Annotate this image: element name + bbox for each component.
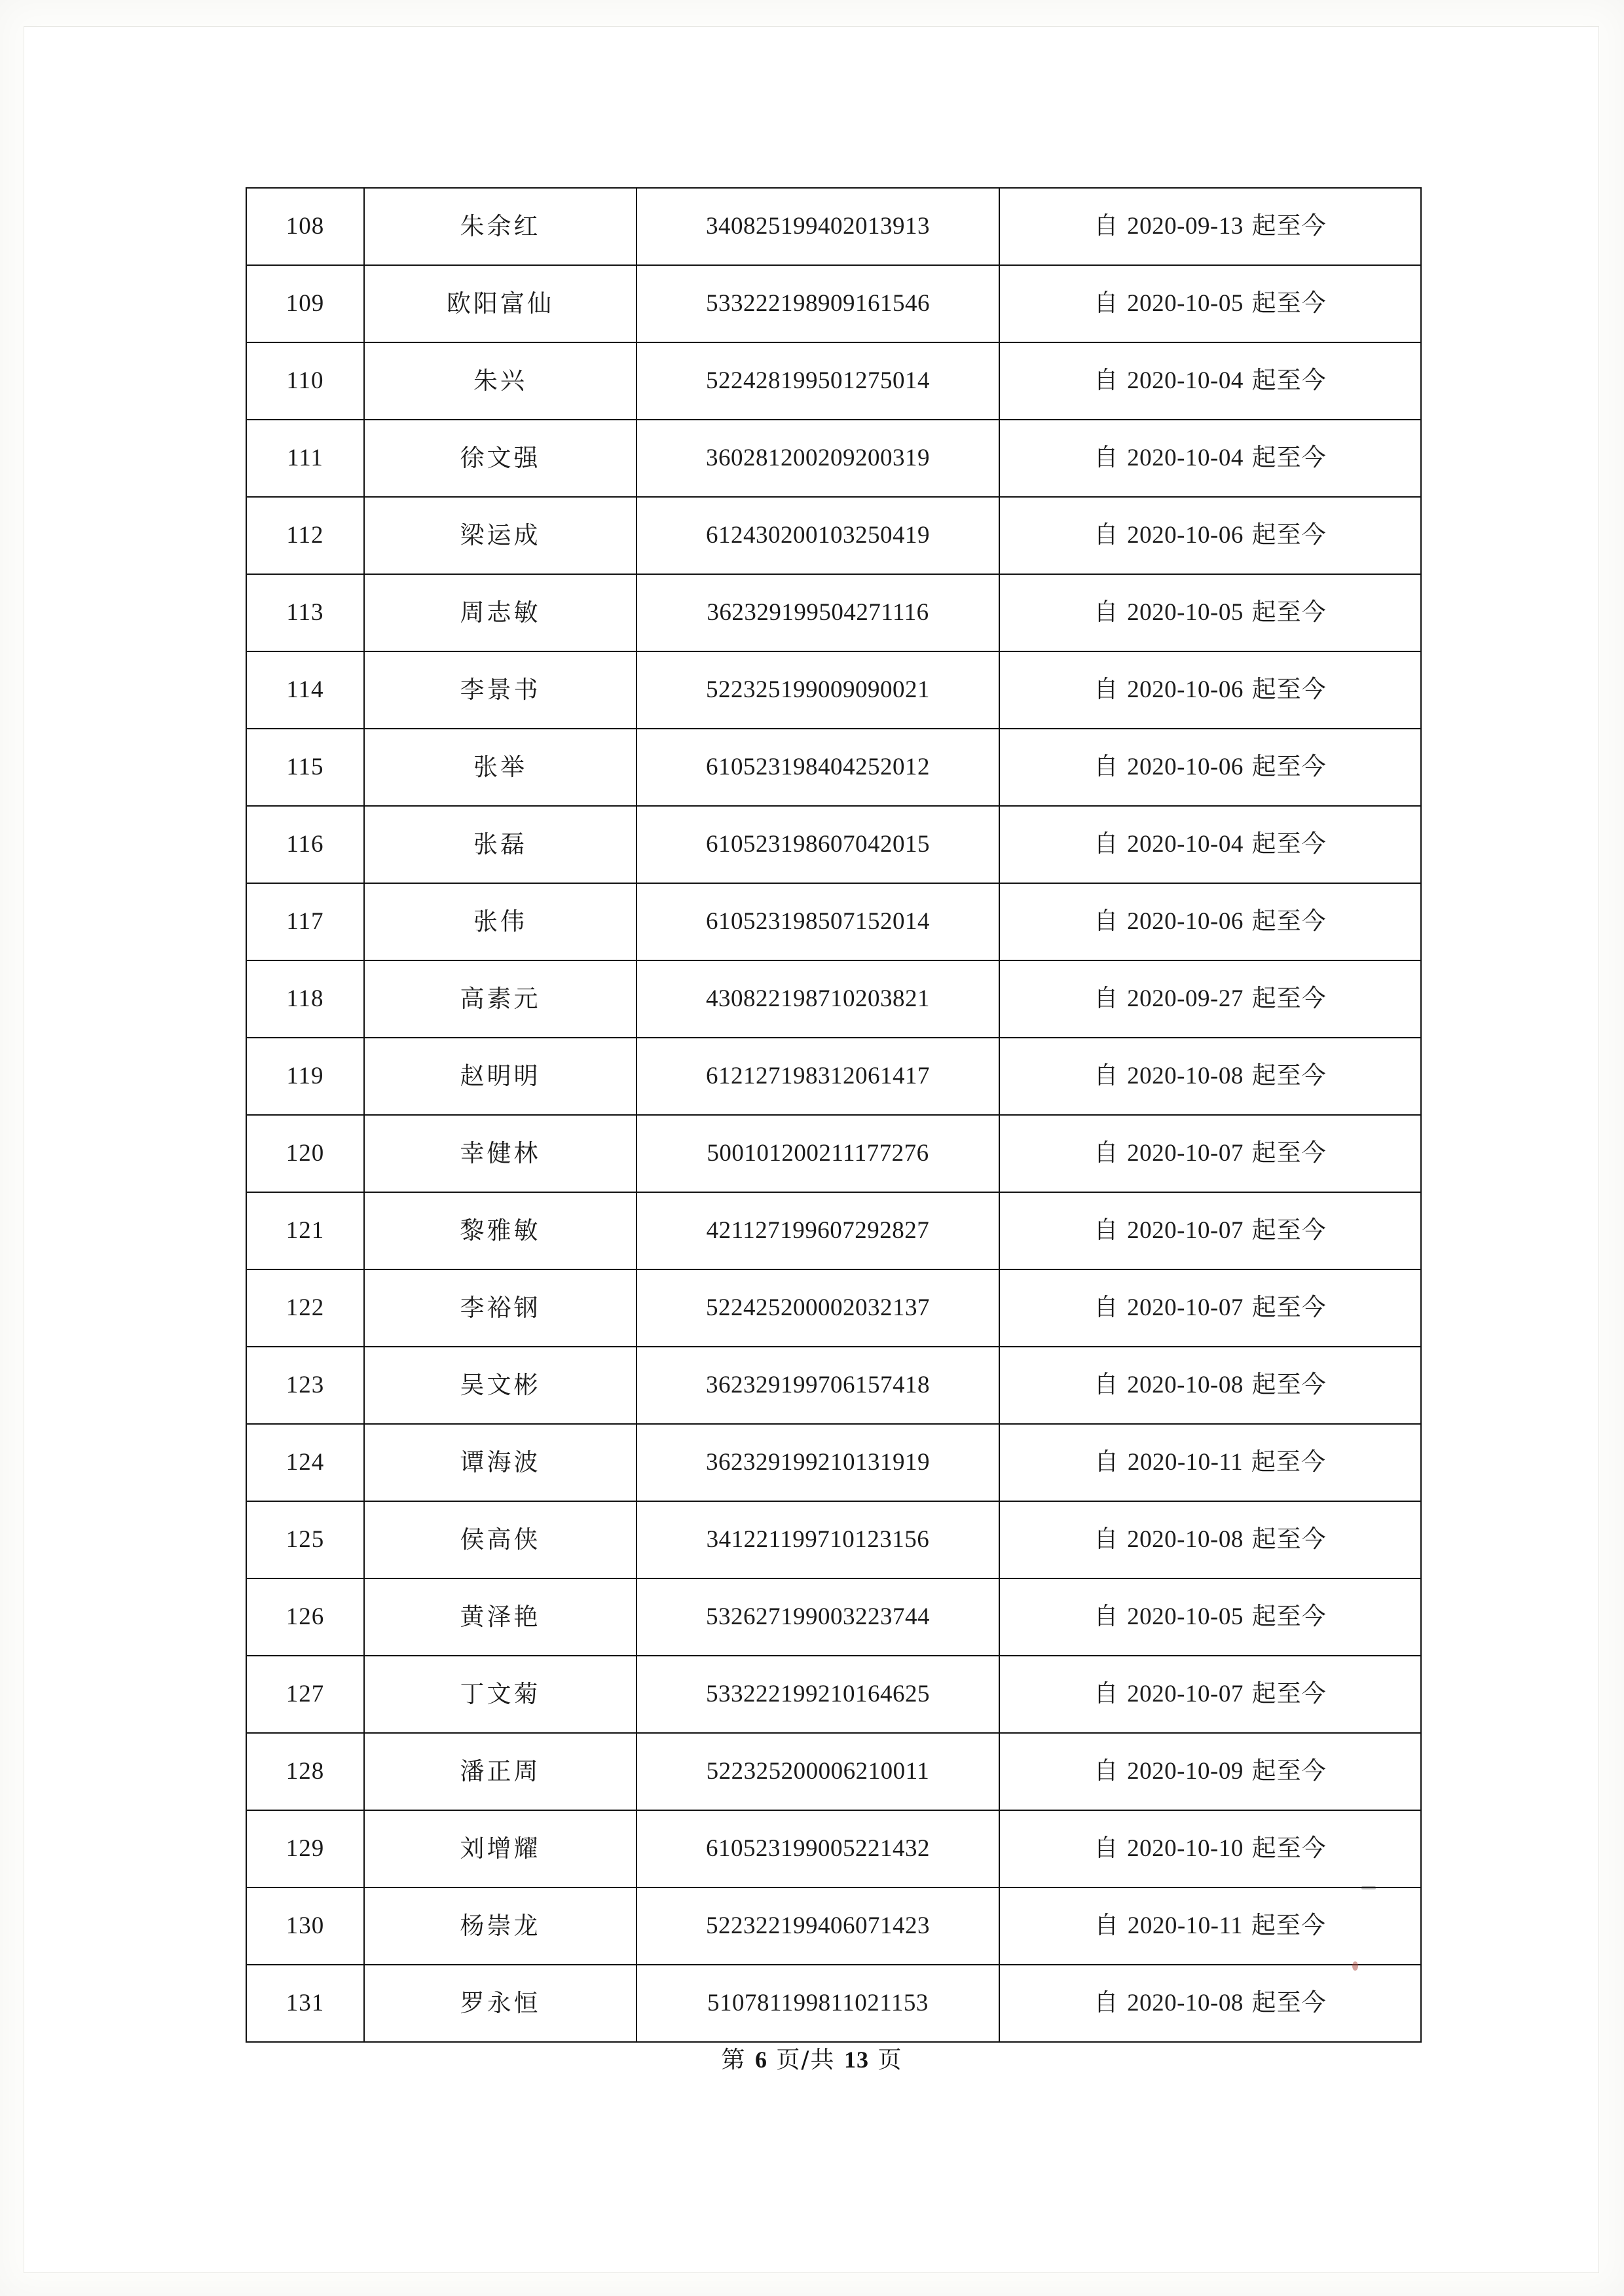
table-row — [246, 1887, 1421, 1965]
period-suffix: 起至今 — [1251, 829, 1327, 858]
cell-period — [999, 342, 1421, 420]
cell-name: 侯高侠 — [364, 1501, 637, 1578]
period-suffix: 起至今 — [1251, 598, 1327, 627]
period-suffix: 起至今 — [1251, 675, 1327, 704]
period-prefix: 自 — [1094, 366, 1119, 395]
period-suffix: 起至今 — [1251, 443, 1327, 472]
cell-index: 129 — [246, 1810, 364, 1887]
period-prefix: 自 — [1094, 1139, 1119, 1167]
cell-name: 欧阳富仙 — [364, 265, 637, 342]
cell-index: 120 — [246, 1115, 364, 1192]
cell-id-number: 500101200211177276 — [637, 1115, 999, 1192]
cell-index: 119 — [246, 1038, 364, 1115]
period-prefix: 自 — [1094, 1448, 1120, 1476]
table-row — [246, 1733, 1421, 1810]
cell-period — [999, 1038, 1421, 1115]
cell-id-number: 533222199210164625 — [637, 1656, 999, 1733]
period-date: 2020-10-07 — [1127, 1294, 1244, 1322]
cell-name: 黄泽艳 — [364, 1578, 637, 1656]
period-date: 2020-09-27 — [1127, 985, 1244, 1013]
table-row — [246, 1810, 1421, 1887]
period-suffix: 起至今 — [1251, 984, 1327, 1013]
cell-name: 高素元 — [364, 960, 637, 1038]
cell-id-number: 360281200209200319 — [637, 420, 999, 497]
period-prefix: 自 — [1094, 1834, 1119, 1863]
cell-id-number: 362329199504271116 — [637, 574, 999, 651]
period-date: 2020-10-06 — [1127, 754, 1244, 781]
period-date: 2020-10-08 — [1127, 1063, 1244, 1090]
cell-id-number: 341221199710123156 — [637, 1501, 999, 1578]
period-suffix: 起至今 — [1251, 1679, 1327, 1708]
cell-id-number: 430822198710203821 — [637, 960, 999, 1038]
period-prefix: 自 — [1094, 1370, 1119, 1399]
cell-period — [999, 883, 1421, 960]
table-row — [246, 960, 1421, 1038]
cell-name: 梁运成 — [364, 497, 637, 574]
period-suffix: 起至今 — [1251, 1216, 1327, 1245]
cell-index: 131 — [246, 1965, 364, 2042]
period-suffix: 起至今 — [1251, 289, 1327, 318]
footer-middle: 页/共 — [776, 2047, 836, 2073]
table-row — [246, 574, 1421, 651]
cell-period — [999, 1810, 1421, 1887]
period-date: 2020-10-09 — [1127, 1758, 1244, 1785]
table-row — [246, 1038, 1421, 1115]
cell-id-number: 522325199009090021 — [637, 651, 999, 729]
period-suffix: 起至今 — [1251, 211, 1327, 240]
footer-suffix: 页 — [877, 2047, 903, 2073]
period-suffix: 起至今 — [1251, 1757, 1327, 1785]
table-row — [246, 883, 1421, 960]
period-suffix: 起至今 — [1251, 907, 1327, 936]
cell-period — [999, 1965, 1421, 2042]
cell-index: 118 — [246, 960, 364, 1038]
period-date: 2020-10-06 — [1127, 676, 1244, 704]
period-suffix: 起至今 — [1251, 1602, 1327, 1631]
period-date: 2020-10-11 — [1127, 1912, 1244, 1940]
cell-index: 115 — [246, 729, 364, 806]
cell-id-number: 340825199402013913 — [637, 188, 999, 265]
cell-index: 116 — [246, 806, 364, 883]
footer-page-number: 6 — [754, 2047, 767, 2073]
cell-period — [999, 1733, 1421, 1810]
scan-artifact-mark — [1361, 1886, 1376, 1889]
period-prefix: 自 — [1094, 1911, 1120, 1940]
cell-id-number: 362329199706157418 — [637, 1347, 999, 1424]
cell-id-number: 421127199607292827 — [637, 1192, 999, 1269]
cell-name: 朱兴 — [364, 342, 637, 420]
cell-index: 130 — [246, 1887, 364, 1965]
cell-period — [999, 1192, 1421, 1269]
cell-id-number: 612127198312061417 — [637, 1038, 999, 1115]
cell-name: 潘正周 — [364, 1733, 637, 1810]
table-row — [246, 265, 1421, 342]
table-row — [246, 1269, 1421, 1347]
period-prefix: 自 — [1094, 211, 1119, 240]
cell-id-number: 510781199811021153 — [637, 1965, 999, 2042]
table-row — [246, 1115, 1421, 1192]
cell-period — [999, 420, 1421, 497]
table-row — [246, 1578, 1421, 1656]
cell-name: 赵明明 — [364, 1038, 637, 1115]
cell-period — [999, 265, 1421, 342]
page-footer — [0, 2041, 1624, 2075]
period-suffix: 起至今 — [1251, 1061, 1327, 1090]
table-row — [246, 420, 1421, 497]
table-row — [246, 188, 1421, 265]
cell-index: 127 — [246, 1656, 364, 1733]
period-prefix: 自 — [1094, 1216, 1119, 1245]
period-prefix: 自 — [1094, 1061, 1119, 1090]
cell-period — [999, 1501, 1421, 1578]
cell-period — [999, 806, 1421, 883]
cell-name: 杨崇龙 — [364, 1887, 637, 1965]
period-date: 2020-10-07 — [1127, 1217, 1244, 1245]
cell-period — [999, 960, 1421, 1038]
table-row — [246, 1501, 1421, 1578]
cell-period — [999, 574, 1421, 651]
table-row — [246, 729, 1421, 806]
cell-name: 朱余红 — [364, 188, 637, 265]
cell-id-number: 610523198607042015 — [637, 806, 999, 883]
period-date: 2020-10-11 — [1127, 1449, 1244, 1476]
period-date: 2020-10-08 — [1127, 1990, 1244, 2017]
period-prefix: 自 — [1094, 443, 1119, 472]
period-prefix: 自 — [1094, 1757, 1119, 1785]
records-table-container — [246, 187, 1384, 2043]
cell-index: 109 — [246, 265, 364, 342]
cell-id-number: 522325200006210011 — [637, 1733, 999, 1810]
period-date: 2020-10-04 — [1127, 367, 1244, 395]
period-date: 2020-10-05 — [1127, 599, 1244, 627]
period-prefix: 自 — [1094, 1679, 1119, 1708]
cell-period — [999, 1424, 1421, 1501]
period-suffix: 起至今 — [1251, 1525, 1327, 1554]
cell-index: 128 — [246, 1733, 364, 1810]
table-row — [246, 342, 1421, 420]
cell-name: 丁文菊 — [364, 1656, 637, 1733]
cell-name: 幸健林 — [364, 1115, 637, 1192]
cell-index: 124 — [246, 1424, 364, 1501]
period-suffix: 起至今 — [1251, 1911, 1326, 1940]
table-row — [246, 1965, 1421, 2042]
cell-id-number: 522428199501275014 — [637, 342, 999, 420]
cell-index: 110 — [246, 342, 364, 420]
cell-id-number: 532627199003223744 — [637, 1578, 999, 1656]
period-prefix: 自 — [1094, 598, 1119, 627]
cell-id-number: 533222198909161546 — [637, 265, 999, 342]
scan-artifact-speck — [1352, 1961, 1358, 1971]
cell-name: 周志敏 — [364, 574, 637, 651]
period-prefix: 自 — [1094, 1988, 1119, 2017]
footer-total-pages: 13 — [844, 2047, 870, 2073]
cell-id-number: 610523199005221432 — [637, 1810, 999, 1887]
cell-index: 108 — [246, 188, 364, 265]
cell-name: 刘增耀 — [364, 1810, 637, 1887]
cell-index: 113 — [246, 574, 364, 651]
cell-id-number: 610523198507152014 — [637, 883, 999, 960]
cell-id-number: 610523198404252012 — [637, 729, 999, 806]
cell-name: 徐文强 — [364, 420, 637, 497]
cell-index: 117 — [246, 883, 364, 960]
cell-name: 张磊 — [364, 806, 637, 883]
cell-name: 谭海波 — [364, 1424, 637, 1501]
table-row — [246, 1347, 1421, 1424]
period-date: 2020-10-05 — [1127, 290, 1244, 318]
cell-period — [999, 1269, 1421, 1347]
table-row — [246, 806, 1421, 883]
period-date: 2020-10-08 — [1127, 1526, 1244, 1554]
cell-index: 121 — [246, 1192, 364, 1269]
cell-index: 122 — [246, 1269, 364, 1347]
period-date: 2020-10-07 — [1127, 1140, 1244, 1167]
cell-index: 126 — [246, 1578, 364, 1656]
cell-name: 吴文彬 — [364, 1347, 637, 1424]
period-prefix: 自 — [1094, 675, 1119, 704]
table-row — [246, 1656, 1421, 1733]
period-prefix: 自 — [1094, 829, 1119, 858]
period-date: 2020-09-13 — [1127, 213, 1244, 240]
cell-period — [999, 188, 1421, 265]
table-row — [246, 1192, 1421, 1269]
cell-id-number: 522425200002032137 — [637, 1269, 999, 1347]
cell-period — [999, 1115, 1421, 1192]
period-suffix: 起至今 — [1251, 1370, 1327, 1399]
footer-prefix: 第 — [721, 2047, 747, 2073]
period-date: 2020-10-10 — [1127, 1835, 1244, 1863]
records-table — [246, 187, 1422, 2043]
table-row — [246, 1424, 1421, 1501]
cell-index: 111 — [246, 420, 364, 497]
period-prefix: 自 — [1094, 984, 1119, 1013]
period-prefix: 自 — [1094, 752, 1119, 781]
period-suffix: 起至今 — [1251, 1293, 1327, 1322]
cell-name: 李景书 — [364, 651, 637, 729]
period-date: 2020-10-06 — [1127, 908, 1244, 936]
cell-id-number: 362329199210131919 — [637, 1424, 999, 1501]
period-suffix: 起至今 — [1251, 752, 1327, 781]
cell-period — [999, 651, 1421, 729]
cell-index: 112 — [246, 497, 364, 574]
cell-index: 125 — [246, 1501, 364, 1578]
cell-period — [999, 497, 1421, 574]
cell-name: 张举 — [364, 729, 637, 806]
period-date: 2020-10-04 — [1127, 831, 1244, 858]
table-row — [246, 651, 1421, 729]
records-table-body — [246, 188, 1421, 2042]
cell-period — [999, 1347, 1421, 1424]
cell-index: 114 — [246, 651, 364, 729]
period-prefix: 自 — [1094, 907, 1119, 936]
cell-name: 张伟 — [364, 883, 637, 960]
cell-name: 罗永恒 — [364, 1965, 637, 2042]
cell-period — [999, 1656, 1421, 1733]
period-suffix: 起至今 — [1251, 1834, 1327, 1863]
period-suffix: 起至今 — [1251, 1988, 1327, 2017]
cell-id-number: 612430200103250419 — [637, 497, 999, 574]
period-date: 2020-10-05 — [1127, 1603, 1244, 1631]
cell-period — [999, 1887, 1421, 1965]
cell-name: 李裕钢 — [364, 1269, 637, 1347]
period-suffix: 起至今 — [1251, 1448, 1326, 1476]
period-date: 2020-10-08 — [1127, 1372, 1244, 1399]
period-prefix: 自 — [1094, 1525, 1119, 1554]
cell-index: 123 — [246, 1347, 364, 1424]
period-prefix: 自 — [1094, 1293, 1119, 1322]
period-suffix: 起至今 — [1251, 366, 1327, 395]
period-prefix: 自 — [1094, 520, 1119, 549]
table-row — [246, 497, 1421, 574]
period-date: 2020-10-06 — [1127, 522, 1244, 549]
cell-period — [999, 1578, 1421, 1656]
cell-id-number: 522322199406071423 — [637, 1887, 999, 1965]
period-suffix: 起至今 — [1251, 520, 1327, 549]
cell-period — [999, 729, 1421, 806]
period-date: 2020-10-04 — [1127, 445, 1244, 472]
cell-name: 黎雅敏 — [364, 1192, 637, 1269]
period-date: 2020-10-07 — [1127, 1681, 1244, 1708]
period-prefix: 自 — [1094, 289, 1119, 318]
period-prefix: 自 — [1094, 1602, 1119, 1631]
period-suffix: 起至今 — [1251, 1139, 1327, 1167]
paper-sheet — [24, 26, 1599, 2273]
